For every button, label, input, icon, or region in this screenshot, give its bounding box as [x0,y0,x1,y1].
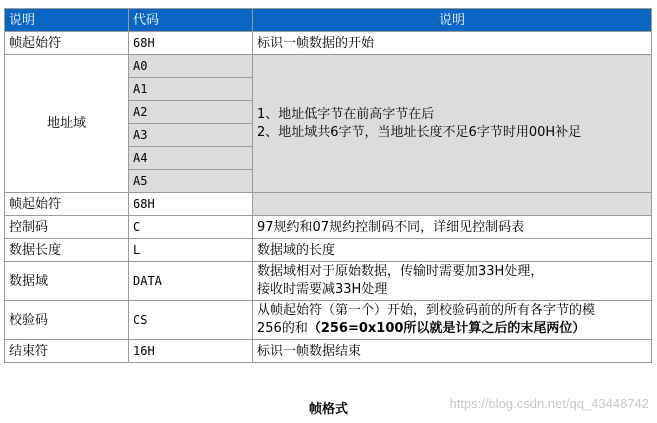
table-row-length [5,239,652,262]
table-caption: 帧格式 [308,402,348,417]
checksum-desc-plain: 256的和 [257,321,308,336]
header-explanation: 说明 [253,9,652,32]
cell-desc [253,301,652,340]
cell-name: 控制码 [5,216,129,239]
cell-name: 数据长度 [5,239,129,262]
table-row-start2 [5,193,652,216]
cell-code-a2: A2 [129,101,253,124]
table-row-start1 [5,32,652,55]
table-row-control [5,216,652,239]
cell-desc [253,262,652,301]
checksum-desc-line1: 从帧起始符（第一个）开始，到校验码前的所有各字节的模 [257,303,596,318]
cell-code: 68H [129,193,253,216]
cell-code: CS [129,301,253,340]
cell-code-a3: A3 [129,124,253,147]
address-desc-line1: 1、地址低字节在前高字节在后 [257,106,435,122]
header-code: 代码 [129,9,253,32]
table-row-end [5,340,652,363]
cell-code-a5: A5 [129,170,253,193]
cell-desc: 97规约和07规约控制码不同，详细见控制码表 [253,216,652,239]
table-header-row [5,9,652,32]
cell-code: 16H [129,340,253,363]
cell-code-a0: A0 [129,55,253,78]
watermark-url: https://blog.csdn.net/qq_43448742 [449,396,649,411]
cell-desc [253,193,652,216]
cell-name: 帧起始符 [5,32,129,55]
table-row-address-a0 [5,55,652,78]
checksum-desc-bold: （256=0x100所以就是计算之后的末尾两位） [307,321,586,336]
cell-name: 帧起始符 [5,193,129,216]
cell-name: 校验码 [5,301,129,340]
data-desc-line2: 接收时需要减33H处理 [257,282,388,297]
header-description: 说明 [5,9,129,32]
cell-code-a1: A1 [129,78,253,101]
cell-code: L [129,239,253,262]
cell-desc: 标识一帧数据结束 [253,340,652,363]
cell-code: 68H [129,32,253,55]
cell-name: 数据域 [5,262,129,301]
table-row-checksum [5,301,652,340]
cell-code-a4: A4 [129,147,253,170]
data-desc-line1: 数据域相对于原始数据，传输时需要加33H处理， [257,264,544,279]
cell-code: C [129,216,253,239]
cell-desc: 数据域的长度 [253,239,652,262]
cell-desc-address [253,55,652,193]
address-desc-line2: 2、地址域共6字节，当地址长度不足6字节时用00H补足 [257,124,582,140]
checksum-desc-line2 [257,320,647,338]
cell-desc: 标识一帧数据的开始 [253,32,652,55]
cell-name-address: 地址域 [5,55,129,193]
cell-name: 结束符 [5,340,129,363]
cell-code: DATA [129,262,253,301]
frame-format-table [4,8,652,363]
table-row-data [5,262,652,301]
